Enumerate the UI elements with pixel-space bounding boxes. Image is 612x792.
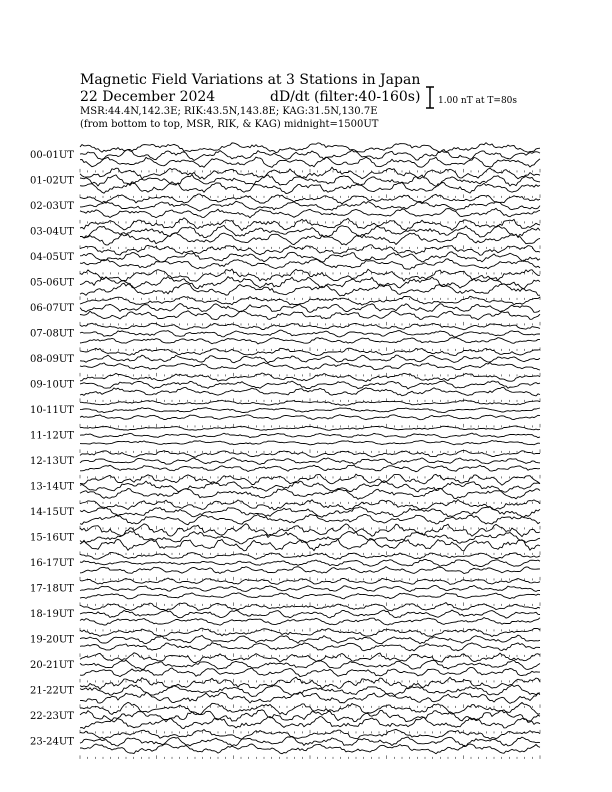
station-trace-rik: [80, 481, 540, 492]
hour-row-label: 21-22UT: [30, 685, 74, 697]
hour-row-label: 14-15UT: [30, 507, 74, 518]
station-trace-msr: [80, 338, 540, 344]
station-trace-msr: [80, 567, 540, 574]
station-trace-rik: [80, 381, 540, 389]
hour-row: [30, 451, 540, 479]
hour-row-label: 15-16UT: [30, 532, 74, 544]
station-trace-rik: [80, 304, 540, 313]
hour-row-label: 23-24UT: [30, 736, 74, 748]
station-trace-msr: [80, 208, 540, 217]
hour-row: [30, 400, 540, 427]
scale-label: 1.00 nT at T=80s: [438, 96, 518, 106]
station-trace-msr: [80, 667, 540, 676]
hour-row-label: 04-05UT: [30, 252, 74, 263]
hour-row: [30, 653, 540, 683]
hour-row: [30, 578, 540, 606]
hour-row-label: 18-19UT: [30, 609, 74, 620]
hour-row-label: 10-11UT: [30, 405, 74, 416]
stations-label: MSR:44.4N,142.3E; RIK:43.5N,143.8E; KAG:31.5N,130.7E: [80, 106, 378, 117]
station-trace-msr: [80, 182, 540, 194]
station-trace-msr: [80, 233, 540, 245]
station-trace-rik: [80, 531, 540, 544]
hour-row-label: 20-21UT: [30, 660, 74, 671]
station-trace-kag: [80, 218, 540, 231]
station-trace-rik: [80, 175, 540, 187]
station-trace-rik: [80, 610, 540, 618]
station-trace-rik: [80, 560, 540, 567]
figure-title: Magnetic Field Variations at 3 Stations in Japan: [80, 72, 421, 88]
station-trace-msr: [80, 618, 540, 626]
station-trace-msr: [80, 465, 540, 472]
hour-row-label: 06-07UT: [30, 303, 74, 314]
station-trace-msr: [80, 514, 540, 524]
hour-row: [30, 552, 540, 580]
hour-row-label: 22-23UT: [30, 711, 74, 722]
station-trace-rik: [80, 635, 540, 644]
station-trace-rik: [80, 660, 540, 669]
station-trace-kag: [80, 524, 540, 537]
hour-row-label: 08-09UT: [30, 354, 74, 365]
hour-row: [30, 426, 540, 453]
hour-row: [30, 373, 540, 402]
station-trace-rik: [80, 433, 540, 438]
date-label: 22 December 2024: [80, 89, 216, 105]
hour-row-label: 02-03UT: [30, 201, 74, 212]
hour-row: [30, 143, 540, 173]
hour-row-label: 07-08UT: [30, 328, 74, 340]
hour-row-label: 01-02UT: [30, 175, 74, 187]
hour-row: [30, 603, 540, 632]
station-trace-msr: [80, 488, 540, 499]
hour-row-label: 19-20UT: [30, 634, 74, 646]
hour-row-label: 11-12UT: [30, 430, 74, 442]
station-trace-rik: [80, 586, 540, 592]
hour-row-label: 12-13UT: [30, 456, 74, 467]
station-trace-msr: [80, 259, 540, 269]
station-trace-msr: [80, 692, 540, 703]
hour-row-label: 16-17UT: [30, 558, 74, 569]
scale-bar: [426, 87, 517, 108]
station-trace-rik: [80, 355, 540, 363]
hour-row-label: 13-14UT: [30, 481, 74, 493]
station-trace-rik: [80, 458, 540, 465]
station-trace-msr: [80, 283, 540, 296]
station-trace-rik: [80, 408, 540, 413]
hour-row-label: 03-04UT: [30, 226, 74, 238]
trace-rows: [30, 143, 540, 759]
hour-row-label: 17-18UT: [30, 583, 74, 595]
hour-row-label: 05-06UT: [30, 277, 74, 289]
order-note: (from bottom to top, MSR, RIK, & KAG) midnight=1500UT: [80, 119, 379, 130]
station-trace-msr: [80, 643, 540, 651]
station-trace-msr: [80, 415, 540, 420]
station-trace-kag: [80, 702, 540, 714]
hour-row: [30, 323, 540, 351]
hour-row-label: 00-01UT: [30, 150, 74, 161]
station-trace-kag: [80, 143, 540, 153]
station-trace-rik: [80, 736, 540, 746]
hour-row: [30, 245, 540, 275]
quantity-label: dD/dt (filter:40-160s): [270, 89, 421, 105]
station-trace-rik: [80, 330, 540, 337]
station-trace-msr: [80, 362, 540, 370]
station-trace-msr: [80, 744, 540, 754]
station-trace-msr: [80, 441, 540, 445]
station-trace-msr: [80, 593, 540, 599]
station-trace-msr: [80, 717, 540, 729]
station-trace-rik: [80, 225, 540, 238]
hour-row: [30, 500, 540, 530]
hour-row: [30, 628, 540, 657]
hour-row-label: 09-10UT: [30, 379, 74, 391]
hour-row: [30, 194, 540, 223]
hour-row: [30, 348, 540, 376]
hour-row: [30, 474, 540, 504]
hour-row: [30, 296, 540, 325]
hour-row: [30, 729, 540, 759]
